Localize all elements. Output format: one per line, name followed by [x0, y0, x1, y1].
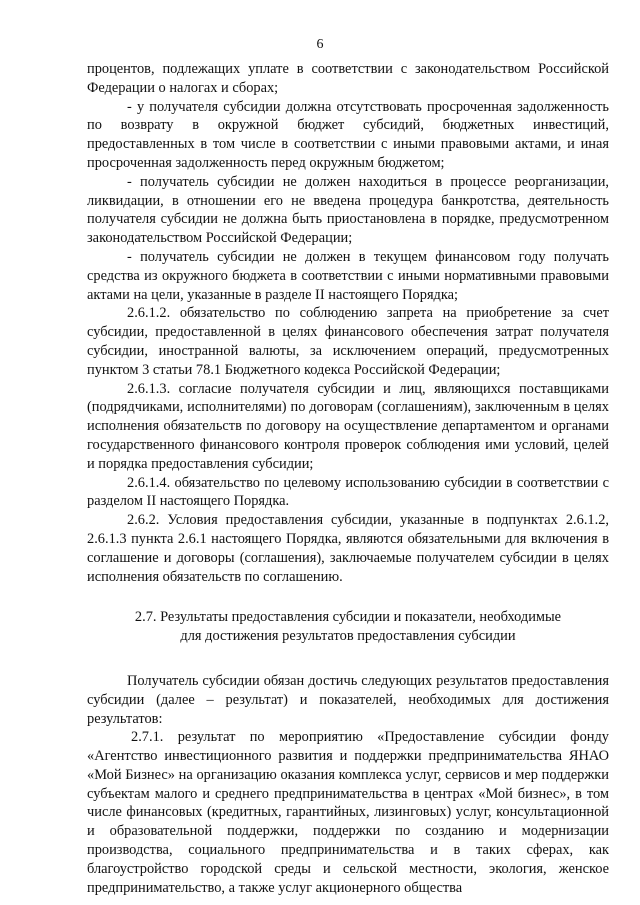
section-heading-line: для достижения результатов предоставления субсидии: [180, 628, 516, 645]
paragraph: процентов, подлежащих уплате в соответствии с законодательством Российской Федерации о налогах и сборах;: [87, 61, 609, 96]
paragraph: - у получателя субсидии должна отсутствовать просроченная задолженность по возврату в окружной бюджет субсидий, бюджетных инвестиций, предоставленных в том числе в соответствии с иными правовыми актами, и иная просроченная задолженность перед окружным бюджетом;: [87, 98, 609, 171]
paragraph: 2.6.1.3. согласие получателя субсидии и лиц, являющихся поставщиками (подрядчиками, исполнителями) по договорам (соглашениям), заключенным в целях исполнения обязательств по договору на осуществление департаментом и органами государственного финансового контроля проверок соблюдения ими условий, целей и порядка предоставления субсидии;: [87, 380, 609, 472]
paragraph: Получатель субсидии обязан достичь следующих результатов предоставления субсидии (далее – результат) и показателей, необходимых для достижения результатов:: [87, 672, 609, 727]
paragraph: 2.6.1.4. обязательство по целевому использованию субсидии в соответствии с разделом II настоящего Порядка.: [87, 474, 609, 510]
paragraph: 2.7.1. результат по мероприятию «Предоставление субсидии фонду «Агентство инвестиционного развития и поддержки предпринимательства ЯНАО «Мой Бизнес» на организацию оказания комплекса услуг, сервисов и мер поддержки субъектам малого и среднего предпринимательства в центрах «Мой бизнес», в том числе финансовых (кредитных, гарантийных, лизинговых) услуг, консультационной и образовательной поддержки, поддержки по созданию и модернизации производства, социального предпринимательства и в таких сферах, как благоустройство городской среды и сельской местности, экология, женское предпринимательство, а также услуг акционерного общества: [87, 729, 609, 896]
section-heading-line: 2.7. Результаты предоставления субсидии и показатели, необходимые: [134, 609, 562, 626]
document-body: [87, 60, 609, 897]
paragraph: - получатель субсидии не должен находиться в процессе реорганизации, ликвидации, в отношении его не введена процедура банкротства, деятельность получателя субсидии не должна быть приостановлена в порядке, предусмотренном законодательством Российской Федерации;: [87, 173, 609, 247]
section-heading: [87, 608, 609, 646]
page-number: 6: [316, 37, 324, 52]
paragraph: 2.6.1.2. обязательство по соблюдению запрета на приобретение за счет субсидии, предоставленной в целях финансового обеспечения затрат получателя субсидии, иностранной валюты, за исключением операций, предусмотренных пунктом 3 статьи 78.1 Бюджетного кодекса Российской Федерации;: [87, 305, 609, 378]
paragraph: - получатель субсидии не должен в текущем финансовом году получать средства из окружного бюджета в соответствии с иными нормативными правовыми актами на цели, указанные в разделе II настоящего Порядка;: [87, 248, 609, 303]
paragraph: 2.6.2. Условия предоставления субсидии, указанные в подпунктах 2.6.1.2, 2.6.1.3 пункта 2.6.1 настоящего Порядка, являются обязательными для включения в соглашение и договоры (соглашения), заключаемые получателем субсидии в целях исполнения обязательств по соглашению.: [87, 512, 609, 585]
